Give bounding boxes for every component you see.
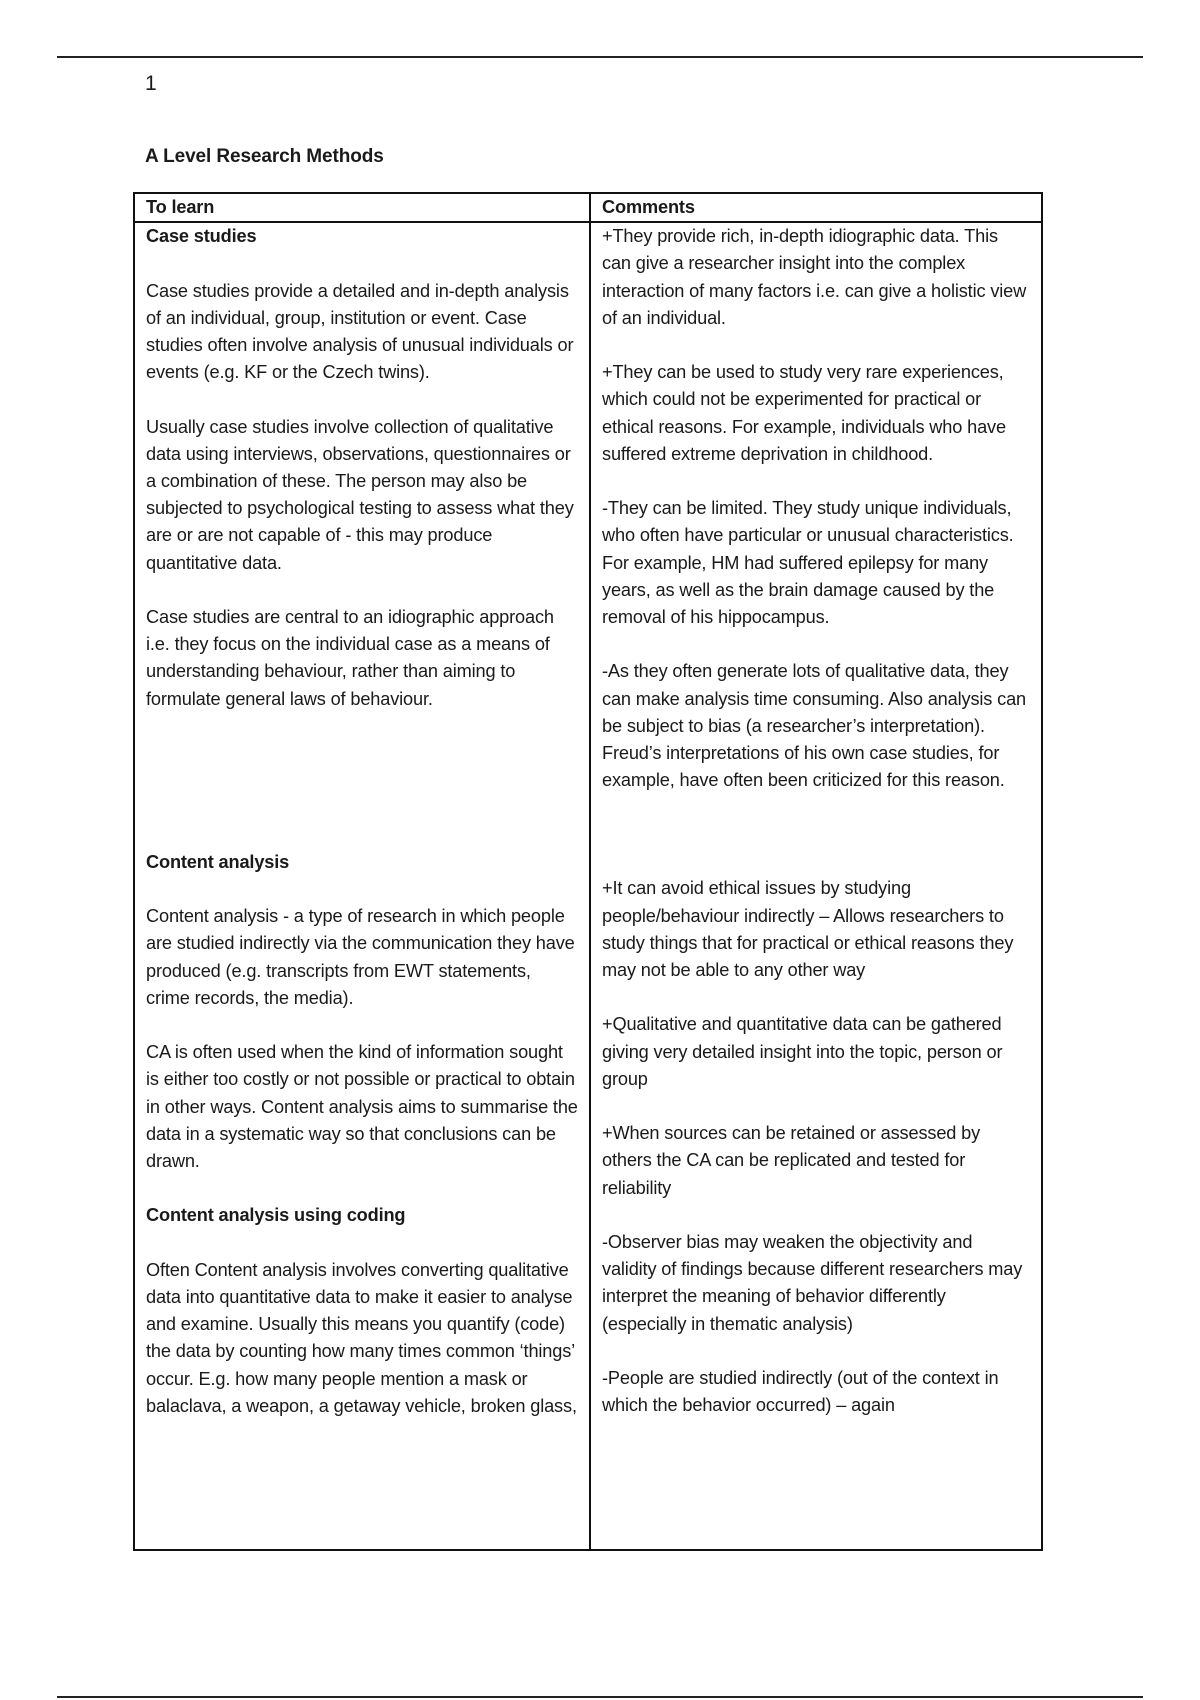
- page-number: 1: [145, 72, 157, 95]
- case-studies-paragraph-1: Case studies provide a detailed and in-depth analysis of an individual, group, institution or event. Case studies often involve analysis of unusual individuals or events (e.g. KF or the Czech twins).: [146, 280, 574, 383]
- header-rule: [57, 56, 1143, 58]
- ca-comment-1: +It can avoid ethical issues by studying people/behaviour indirectly – Allows researchers to study things that for practical or ethical reasons they may not be able to any other way: [602, 878, 1014, 981]
- coding-paragraph-1: Often Content analysis involves converting qualitative data into quantitative data to make it easier to analyse and examine. Usually this means you quantify (code) the data by counting how many times common ‘things’ occur. E.g. how many people mention a mask or balaclava, a weapon, a getaway vehicle, broken glass,: [146, 1259, 577, 1416]
- ca-comment-4: -Observer bias may weaken the objectivity and validity of findings because different researchers may interpret the meaning of behavior differently (especially in thematic analysis): [602, 1232, 1023, 1334]
- content-analysis-paragraph-2: CA is often used when the kind of information sought is either too costly or not possible or practical to obtain in other ways. Content analysis aims to summarise the data in a systematic way so that conclusions can be drawn.: [146, 1042, 578, 1172]
- case-comment-3: -They can be limited. They study unique individuals, who often have particular or unusual characteristics. For example, HM had suffered epilepsy for many years, as well as the brain damage caused by the removal of his hippocampus.: [602, 498, 1014, 628]
- case-studies-paragraph-3: Case studies are central to an idiographic approach i.e. they focus on the individual case as a means of understanding behaviour, rather than aiming to formulate general laws of behaviour.: [146, 607, 554, 709]
- to-learn-cell: [134, 222, 590, 1550]
- research-methods-table: [133, 192, 1043, 1551]
- case-studies-heading: Case studies: [146, 226, 257, 247]
- ca-comment-3: +When sources can be retained or assessed by others the CA can be replicated and tested for reliability: [602, 1123, 981, 1198]
- header-comments: Comments: [590, 193, 1042, 222]
- content-analysis-paragraph-1: Content analysis - a type of research in which people are studied indirectly via the communication they have produced (e.g. transcripts from EWT statements, crime records, the media).: [146, 906, 575, 1008]
- table-row: [134, 222, 1042, 1550]
- footer-rule: [57, 1696, 1143, 1698]
- table-header-row: [134, 193, 1042, 222]
- ca-comment-5: -People are studied indirectly (out of the context in which the behavior occurred) – again: [602, 1368, 999, 1416]
- ca-comment-2: +Qualitative and quantitative data can be gathered giving very detailed insight into the topic, person or group: [602, 1014, 1003, 1089]
- coding-heading: Content analysis using coding: [146, 1205, 406, 1226]
- case-studies-paragraph-2: Usually case studies involve collection of qualitative data using interviews, observations, questionnaires or a combination of these. The person may also be subjected to psychological testing to assess what they are or are not capable of - this may produce quantitative data.: [146, 416, 574, 573]
- comments-cell: [590, 222, 1042, 1550]
- header-to-learn: To learn: [134, 193, 590, 222]
- case-comment-2: +They can be used to study very rare experiences, which could not be experimented for practical or ethical reasons. For example, individuals who have suffered extreme deprivation in childhood.: [602, 362, 1006, 464]
- case-comment-1: +They provide rich, in-depth idiographic data. This can give a researcher insight into the complex interaction of many factors i.e. can give a holistic view of an individual.: [602, 226, 1027, 328]
- case-comment-4: -As they often generate lots of qualitative data, they can make analysis time consuming. Also analysis can be subject to bias (a researcher’s interpretation). Freud’s interpretations of his own case studies, for example, have often been criticized for this reason.: [602, 661, 1027, 791]
- page-title: A Level Research Methods: [145, 146, 384, 167]
- content-analysis-heading: Content analysis: [146, 851, 290, 872]
